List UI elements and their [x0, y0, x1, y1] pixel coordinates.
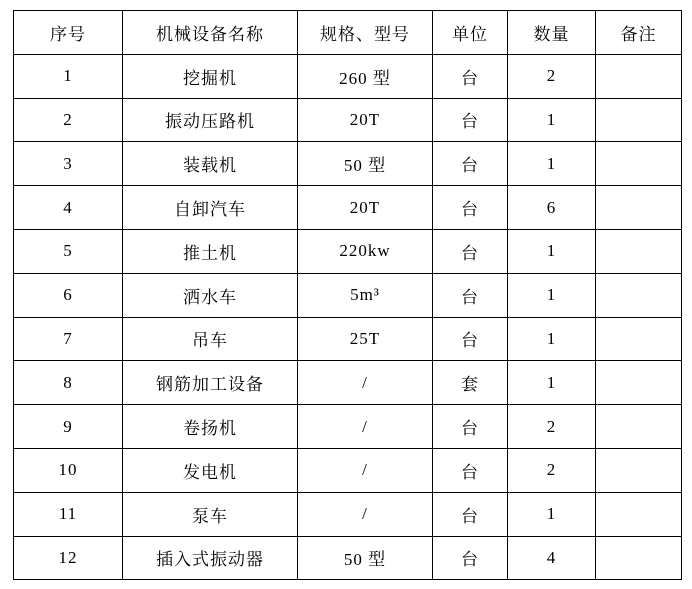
cell-equipment-name: 挖掘机	[123, 54, 298, 98]
cell-equipment-name: 插入式振动器	[123, 536, 298, 580]
cell-spec-model: 50 型	[298, 142, 433, 186]
cell-equipment-name: 发电机	[123, 448, 298, 492]
cell-equipment-name: 泵车	[123, 492, 298, 536]
cell-equipment-name: 吊车	[123, 317, 298, 361]
cell-equipment-name: 推土机	[123, 229, 298, 273]
cell-spec-model: /	[298, 448, 433, 492]
cell-equipment-name: 振动压路机	[123, 98, 298, 142]
cell-index: 3	[14, 142, 123, 186]
cell-equipment-name: 自卸汽车	[123, 186, 298, 230]
cell-spec-model: 25T	[298, 317, 433, 361]
cell-unit: 台	[433, 186, 508, 230]
table-row	[14, 186, 682, 230]
cell-quantity: 2	[508, 448, 596, 492]
cell-index: 10	[14, 448, 123, 492]
cell-unit: 台	[433, 229, 508, 273]
cell-index: 4	[14, 186, 123, 230]
cell-index: 6	[14, 273, 123, 317]
cell-index: 5	[14, 229, 123, 273]
cell-unit: 台	[433, 536, 508, 580]
cell-remarks	[596, 273, 682, 317]
cell-quantity: 1	[508, 361, 596, 405]
cell-equipment-name: 洒水车	[123, 273, 298, 317]
cell-quantity: 1	[508, 142, 596, 186]
cell-unit: 台	[433, 142, 508, 186]
col-header-equipment-name: 机械设备名称	[123, 11, 298, 55]
cell-quantity: 1	[508, 492, 596, 536]
col-header-quantity: 数量	[508, 11, 596, 55]
cell-spec-model: /	[298, 361, 433, 405]
cell-quantity: 4	[508, 536, 596, 580]
cell-index: 1	[14, 54, 123, 98]
cell-unit: 台	[433, 273, 508, 317]
equipment-table	[13, 10, 682, 580]
cell-remarks	[596, 317, 682, 361]
cell-spec-model: 220kw	[298, 229, 433, 273]
table-row	[14, 536, 682, 580]
cell-unit: 台	[433, 98, 508, 142]
cell-unit: 台	[433, 405, 508, 449]
cell-remarks	[596, 54, 682, 98]
cell-index: 7	[14, 317, 123, 361]
cell-spec-model: 20T	[298, 98, 433, 142]
col-header-remarks: 备注	[596, 11, 682, 55]
table-row	[14, 98, 682, 142]
cell-remarks	[596, 405, 682, 449]
col-header-index: 序号	[14, 11, 123, 55]
cell-unit: 台	[433, 317, 508, 361]
cell-index: 11	[14, 492, 123, 536]
cell-unit: 台	[433, 448, 508, 492]
table-row	[14, 448, 682, 492]
cell-equipment-name: 卷扬机	[123, 405, 298, 449]
table-row	[14, 405, 682, 449]
cell-quantity: 1	[508, 317, 596, 361]
cell-remarks	[596, 492, 682, 536]
cell-quantity: 1	[508, 273, 596, 317]
cell-unit: 套	[433, 361, 508, 405]
header-row	[14, 11, 682, 55]
table-row	[14, 492, 682, 536]
table-row	[14, 361, 682, 405]
table-row	[14, 54, 682, 98]
cell-remarks	[596, 142, 682, 186]
cell-unit: 台	[433, 492, 508, 536]
cell-equipment-name: 钢筋加工设备	[123, 361, 298, 405]
cell-index: 8	[14, 361, 123, 405]
cell-remarks	[596, 361, 682, 405]
table-row	[14, 229, 682, 273]
cell-index: 9	[14, 405, 123, 449]
cell-quantity: 1	[508, 229, 596, 273]
cell-spec-model: /	[298, 405, 433, 449]
cell-remarks	[596, 448, 682, 492]
cell-quantity: 2	[508, 405, 596, 449]
cell-spec-model: 20T	[298, 186, 433, 230]
cell-quantity: 2	[508, 54, 596, 98]
cell-index: 12	[14, 536, 123, 580]
cell-quantity: 6	[508, 186, 596, 230]
col-header-spec-model: 规格、型号	[298, 11, 433, 55]
cell-spec-model: 5m³	[298, 273, 433, 317]
table-row	[14, 273, 682, 317]
equipment-table-body	[14, 54, 682, 580]
cell-unit: 台	[433, 54, 508, 98]
cell-index: 2	[14, 98, 123, 142]
cell-equipment-name: 装载机	[123, 142, 298, 186]
cell-remarks	[596, 536, 682, 580]
cell-spec-model: 260 型	[298, 54, 433, 98]
col-header-unit: 单位	[433, 11, 508, 55]
cell-remarks	[596, 98, 682, 142]
cell-remarks	[596, 186, 682, 230]
cell-quantity: 1	[508, 98, 596, 142]
cell-remarks	[596, 229, 682, 273]
table-row	[14, 142, 682, 186]
cell-spec-model: 50 型	[298, 536, 433, 580]
cell-spec-model: /	[298, 492, 433, 536]
table-row	[14, 317, 682, 361]
